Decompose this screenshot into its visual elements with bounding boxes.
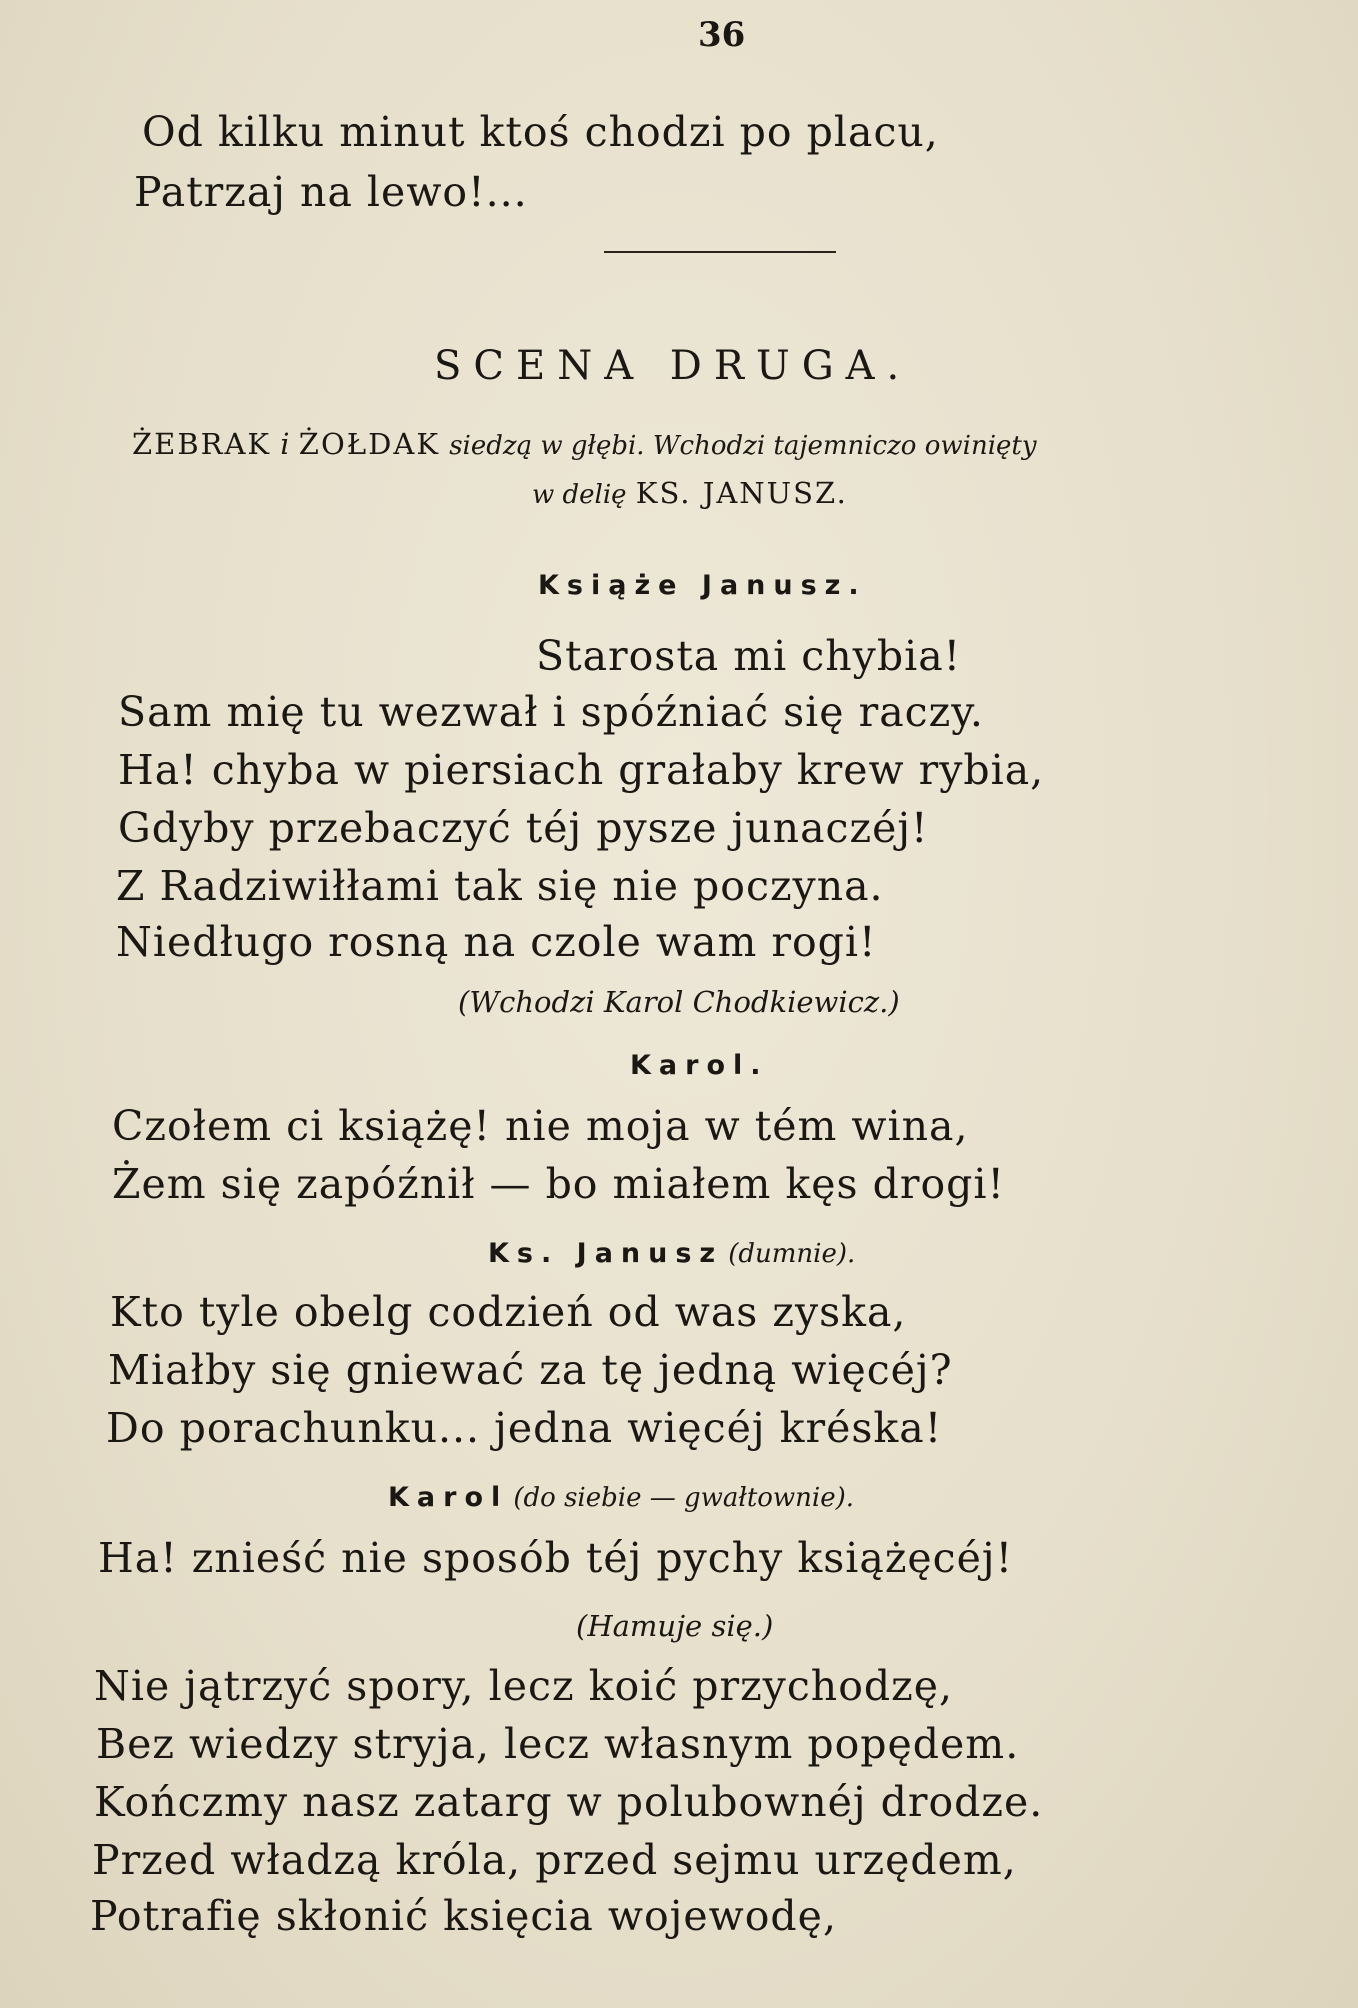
verse-line: Niedługo rosną na czole wam rogi!	[116, 918, 877, 966]
verse-line: Miałby się gniewać za tę jedną więcéj?	[108, 1346, 953, 1394]
verse-line: Patrzaj na lewo!...	[134, 168, 528, 216]
verse-line: Czołem ci książę! nie moja w tém wina,	[112, 1102, 969, 1150]
verse-line: Żem się zapóźnił — bo miałem kęs drogi!	[112, 1160, 1005, 1208]
speaker-line	[388, 1484, 854, 1511]
verse-line: Przed władzą króla, przed sejmu urzędem,	[92, 1836, 1017, 1884]
verse-line: Gdyby przebaczyć téj pysze junaczéj!	[118, 804, 929, 852]
verse-line: Starosta mi chybia!	[536, 632, 962, 680]
verse-line: Nie jątrzyć spory, lecz koić przychodzę,	[94, 1662, 954, 1710]
verse-line: Potrafię skłonić księcia wojewodę,	[90, 1892, 837, 1940]
speaker-line	[488, 1240, 855, 1267]
character-names: ŻOŁDAK	[298, 427, 440, 461]
character-names: ŻEBRAK	[132, 427, 272, 461]
stage-direction: (Wchodzi Karol Chodkiewicz.)	[458, 985, 900, 1019]
verse-line: Ha! znieść nie sposób téj pychy książęcéj!	[98, 1534, 1014, 1582]
speaker-note: (dumnie).	[728, 1239, 856, 1269]
verse-line: Do porachunku... jedna więcéj kréska!	[106, 1404, 943, 1452]
speaker-name: Książe Janusz.	[538, 570, 867, 601]
scene-title: SCENA DRUGA.	[434, 343, 912, 389]
verse-line: Kończmy nasz zatarg w polubownéj drodze.	[94, 1778, 1044, 1826]
speaker-note: (do siebie — gwałtownie).	[513, 1483, 855, 1513]
conjunction: i	[280, 427, 290, 461]
speaker-name: Karol.	[630, 1050, 769, 1081]
verse-line: Z Radziwiłłami tak się nie poczyna.	[116, 862, 884, 910]
verse-line: Kto tyle obelg codzień od was zyska,	[110, 1288, 907, 1336]
stage-direction	[532, 476, 848, 510]
verse-line: Od kilku minut ktoś chodzi po placu,	[142, 108, 939, 156]
speaker-name: Karol	[388, 1482, 509, 1513]
character-names: KS. JANUSZ.	[635, 476, 848, 510]
verse-line: Sam mię tu wezwał i spóźniać się raczy.	[118, 688, 984, 736]
page-number: 36	[698, 15, 746, 55]
verse-line: Ha! chyba w piersiach grałaby krew rybia,	[118, 746, 1045, 794]
stage-direction-text: siedzą w głębi. Wchodzi tajemniczo owinięty	[449, 431, 1037, 461]
speaker-name: Ks. Janusz	[488, 1238, 724, 1269]
stage-direction-text: w delię	[532, 480, 627, 510]
stage-direction: (Hamuje się.)	[576, 1609, 774, 1643]
verse-line: Bez wiedzy stryja, lecz własnym popędem.	[96, 1720, 1020, 1768]
stage-direction	[132, 427, 1037, 461]
section-divider	[604, 251, 836, 253]
